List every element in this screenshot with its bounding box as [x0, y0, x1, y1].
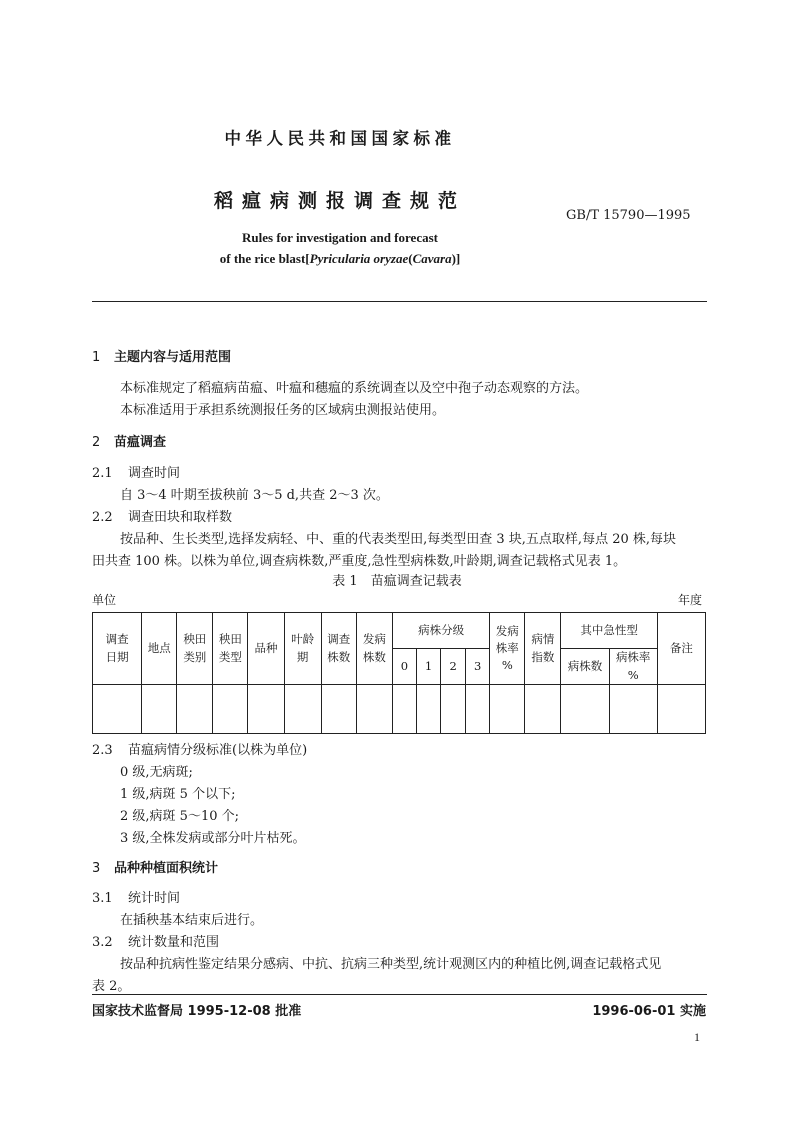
- section-3-1-paragraph: 在插秧基本结束后进行。: [120, 913, 264, 928]
- english-title-species: Pyricularia oryzae: [309, 251, 409, 266]
- col-leaf-age: 叶龄 期: [284, 613, 321, 685]
- section-3-2-number: 3.2: [92, 935, 113, 950]
- standard-code: GB/T 15790—1995: [566, 208, 691, 223]
- table-1-record-form: [92, 612, 706, 734]
- section-1-paragraph-1: 本标准规定了稻瘟病苗瘟、叶瘟和穗瘟的系统调查以及空中孢子动态观察的方法。: [120, 381, 589, 396]
- section-2-number: 2: [92, 435, 101, 450]
- header-divider: [92, 301, 707, 302]
- col-variety: 品种: [248, 613, 284, 685]
- table-1-blank-row: [93, 685, 706, 734]
- section-1-number: 1: [92, 350, 101, 365]
- section-2-2-heading: [92, 506, 232, 525]
- col-date: 调查 日期: [93, 613, 142, 685]
- col-seedling-category: 秧田 类别: [177, 613, 213, 685]
- col-surveyed-plants: 调查 株数: [321, 613, 356, 685]
- table-1-year-label: 年度: [677, 593, 702, 607]
- grade-level-2: 2 级,病斑 5～10 个;: [120, 809, 239, 824]
- col-grade-2: 2: [441, 649, 466, 685]
- section-2-1-paragraph: 自 3～4 叶期至拔秧前 3～5 d,共查 2～3 次。: [120, 488, 389, 503]
- col-diseased-plants: 发病 株数: [356, 613, 392, 685]
- section-3-1-number: 3.1: [92, 891, 113, 906]
- english-title-author: Cavara: [412, 251, 452, 266]
- english-title-paren-open: (: [408, 251, 413, 266]
- section-2-1-number: 2.1: [92, 466, 113, 481]
- col-remarks: 备注: [657, 613, 705, 685]
- section-2-2-title: 调查田块和取样数: [128, 510, 233, 525]
- col-acute-rate: 病株率 %: [609, 649, 657, 685]
- section-1-paragraph-2: 本标准适用于承担系统测报任务的区域病虫测报站使用。: [120, 403, 446, 418]
- document-title: 稻瘟病测报调查规范: [213, 190, 466, 212]
- section-3-2-paragraph-line1: 按品种抗病性鉴定结果分感病、中抗、抗病三种类型,统计观测区内的种植比例,调查记载格式见: [120, 957, 662, 972]
- section-2-3-heading: [92, 739, 307, 758]
- section-3-1-title: 统计时间: [128, 891, 181, 906]
- section-1-title: 主题内容与适用范围: [114, 350, 232, 365]
- col-seedling-type: 秧田 类型: [213, 613, 248, 685]
- section-3-number: 3: [92, 861, 101, 876]
- section-2-2-paragraph-line2: 田共查 100 株。以株为单位,调查病株数,严重度,急性型病株数,叶龄期,调查记载格式见表 1。: [92, 554, 627, 569]
- english-title-line2: [0, 251, 680, 267]
- section-2-3-number: 2.3: [92, 743, 113, 758]
- english-title-prefix: of the rice blast[: [219, 251, 310, 266]
- section-3-2-paragraph-line2: 表 2。: [92, 979, 131, 994]
- section-2-3-title: 苗瘟病情分级标准(以株为单位): [128, 743, 308, 758]
- col-disease-rate: 发病 株率 %: [490, 613, 525, 685]
- grade-level-0: 0 级,无病斑;: [120, 765, 193, 780]
- section-3-title: 品种种植面积统计: [114, 861, 219, 876]
- footer-divider: [92, 994, 707, 995]
- grade-level-1: 1 级,病斑 5 个以下;: [120, 787, 236, 802]
- effective-date: 1996-06-01 实施: [592, 1004, 706, 1019]
- col-grade-0: 0: [392, 649, 416, 685]
- col-disease-index: 病情 指数: [525, 613, 561, 685]
- english-title-suffix: )]: [451, 251, 461, 266]
- page-number: 1: [694, 1030, 700, 1044]
- national-standard-heading: 中华人民共和国国家标准: [224, 129, 456, 148]
- col-acute-type: 其中急性型: [561, 613, 657, 649]
- table-1-header-row-1: [93, 613, 706, 649]
- english-title-line1: Rules for investigation and forecast: [242, 230, 438, 245]
- grade-level-3: 3 级,全株发病或部分叶片枯死。: [120, 831, 306, 846]
- section-3-2-heading: [92, 931, 219, 950]
- section-1-heading: [92, 346, 231, 365]
- section-2-1-title: 调查时间: [128, 466, 181, 481]
- col-disease-grading: 病株分级: [392, 613, 489, 649]
- col-grade-3: 3: [466, 649, 490, 685]
- table-1-caption: 表 1 苗瘟调查记载表: [332, 574, 462, 589]
- section-3-1-heading: [92, 887, 180, 906]
- section-2-2-paragraph-line1: 按品种、生长类型,选择发病轻、中、重的代表类型田,每类型田查 3 块,五点取样,每点 20 株,每块: [120, 532, 677, 547]
- col-grade-1: 1: [417, 649, 441, 685]
- section-2-2-number: 2.2: [92, 510, 113, 525]
- section-2-1-heading: [92, 462, 180, 481]
- table-1-unit-label: 单位: [92, 593, 117, 607]
- col-place: 地点: [142, 613, 177, 685]
- col-acute-count: 病株数: [561, 649, 609, 685]
- approval-date: 国家技术监督局 1995-12-08 批准: [92, 1004, 302, 1019]
- section-3-2-title: 统计数量和范围: [128, 935, 220, 950]
- section-2-title: 苗瘟调查: [114, 435, 167, 450]
- section-2-heading: [92, 431, 166, 450]
- section-3-heading: [92, 857, 218, 876]
